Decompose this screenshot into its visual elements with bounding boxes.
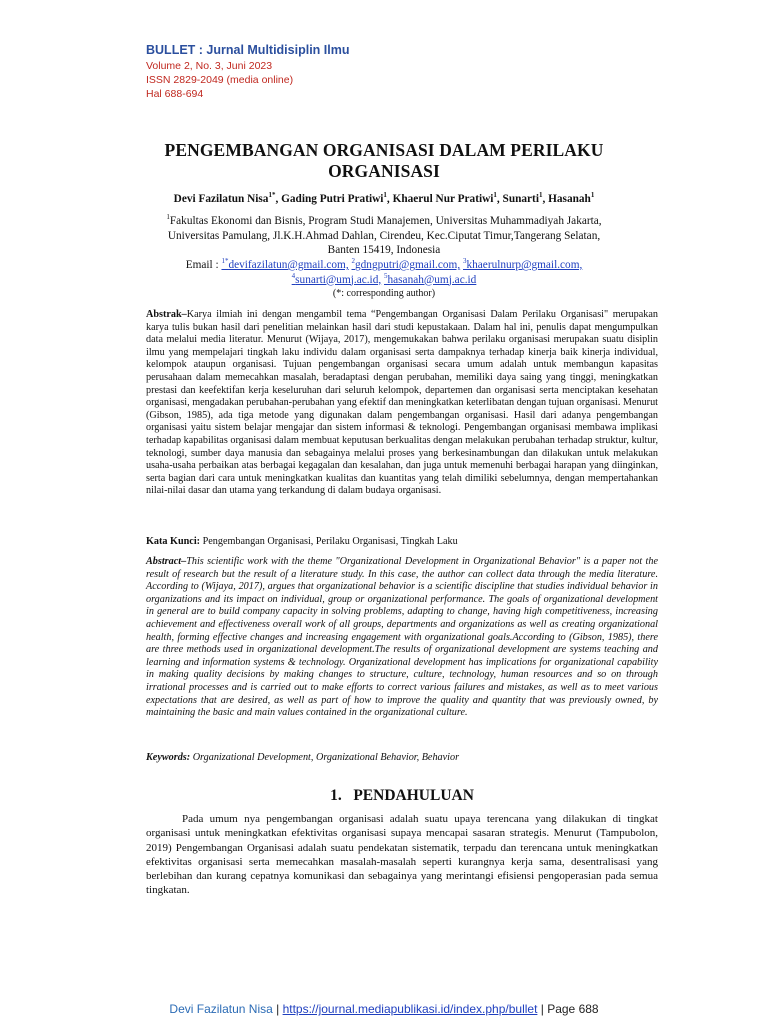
journal-pages: Hal 688-694	[146, 88, 204, 100]
author-name: Khaerul Nur Pratiwi	[392, 193, 494, 205]
footer-page-number: Page 688	[547, 1002, 599, 1016]
affiliation-line-2: Universitas Pamulang, Jl.K.H.Ahmad Dahlan, Cirendeu, Kec.Ciputat Timur,Tangerang Selatan,	[167, 229, 601, 242]
email-label: Email :	[185, 259, 222, 271]
author-sup: 1	[383, 191, 387, 200]
kata-kunci-label: Kata Kunci:	[146, 536, 201, 547]
author-sup: 1	[590, 191, 595, 200]
title-line-2: ORGANISASI	[328, 161, 440, 181]
email-link-5[interactable]: $^5$hasanah@umj.ac.id	[384, 271, 477, 286]
email-link-3[interactable]: $^3$khaerulnurp@gmail.com,	[463, 257, 583, 271]
section-number: 1.	[330, 787, 342, 804]
journal-header	[146, 42, 349, 101]
page-footer	[0, 1002, 768, 1016]
kata-kunci-text: Pengembangan Organisasi, Perilaku Organisasi, Tingkah Laku	[200, 536, 458, 547]
title-line-1: PENGEMBANGAN ORGANISASI DALAM PERILAKU	[164, 140, 604, 160]
abstrak-paragraph: Abstrak–Karya ilmiah ini dengan mengambil tema “Pengembangan Organisasi Dalam Perilaku Organisasi" merupakan karya tulis bukan hasil dari penelitian melainkan hasil dari studi kepustakaan. Dalam hal ini, penulis dapat mengumpulkan data melalui media literatur. Menurut (Wijaya, 2017), mengemukakan bahwa perilaku organisasi merupakan suatu disiplin ilmu yang mempelajari tingkah laku individu dalam organisasi serta dampaknya terhadap kinerja baik kinerja individual, kelompok ataupun organisasi. Tujuan pengembangan organisasi secara umum adalah untuk membangun kapasitas perusahaan dalam memecahkan masalah, beradaptasi dengan perubahan, memiliki daya saing yang tinggi, meningkatkan prestasi dan keefektifan kerja keseluruhan dari seluruh kelompok, departemen dan organisasi serta menciptakan kesehatan organisasi, mengadakan perubahan-perubahan yang efektif dan meningkatkan keterlibatan dengan tujuan organisasi. Menurut (Gibson, 1985), ada tiga metode yang digunakan dalam pengembangan organisasi. Hasil dari adanya pengembangan organisasi yaitu sistem belajar mengajar dan sistem informasi & teknologi. Pengembangan organisasi membawa implikasi terhadap kapabilitas organisasi dalam membuat keputusan berkualitas dengan melakukan perubahan terhadap struktur, kultur, teknologi, sumber daya manusia dan sebagainya melalui proses yang berkesinambungan dan dilakukan untuk melakukan usaha-usaha perbaikan atas berbagai kegagalan dan kesalahan, dan juga untuk memenuhi berbagai harapan yang diinginkan, serta bagian dari cara untuk meningkatkan kualitas dan kuantitas yang telah dimiliki sebelumnya, dengan mempertahankan nilai-nilai dasar dan utama yang terkandung di dalam budaya organisasi.	[146, 309, 658, 497]
abstract-en-label: Abstract	[146, 556, 182, 567]
section-title: PENDAHULUAN	[353, 787, 474, 804]
author-sup: 1	[493, 191, 497, 200]
abstract-en-paragraph: Abstract–This scientific work with the theme "Organizational Development in Organizational Behavior" is a paper not the result of research but the result of a literature study. In this case, the author can collect data through the media literature. According to (Wijaya, 2017), argues that organizational behavior is a scientific discipline that studies individual behavior in organizations and its impact on individual, group or organizational performance. The goals of organizational development in general are to build company capacity in solving problems, adapting to change, having high competitiveness, increasing achievement and effectiveness overall work of all groups, departments and organizations as well as creating organizational health, forming effective changes and increasing engagement with organizational goals.According to (Gibson, 1985), there are three methods used in organizational development.The results of organizational development are systems teaching and learning and information systems & technology. Organizational development has implications for organizational capability in making quality decisions by making changes to structure, culture, technology, human resources and so on through irrational processes and is carried out to make efforts to correct various failures and mistakes, as well as to meet various expectations that are desired, as well as part of how to improve the quality and quantity that was previously owned, by maintaining the basic and main values contained in the organizational culture.	[146, 556, 658, 719]
author-sup: 1*	[268, 191, 276, 200]
journal-volume: Volume 2, No. 3, Juni 2023	[146, 60, 273, 72]
author-name: Gading Putri Pratiwi	[281, 193, 384, 205]
affiliation	[130, 214, 638, 258]
author-name: Devi Fazilatun Nisa	[173, 193, 269, 205]
journal-name: BULLET : Jurnal Multidisiplin Ilmu	[146, 43, 350, 57]
keywords-text: Organizational Development, Organizational Behavior, Behavior	[190, 752, 460, 763]
email-link-4[interactable]: $^4$sunarti@umj.ac.id,	[291, 271, 382, 286]
author-name: Sunarti	[502, 193, 539, 205]
intro-paragraph: Pada umum nya pengembangan organisasi adalah suatu upaya terencana yang dilakukan di tingkat organisasi untuk meningkatkan efektivitas organisasi supaya mencapai sasaran strategis. Menurut (Tampubolon, 2019) Pengembangan Organisasi adalah suatu pendekatan sistematik, terpadu dan terencana untuk meningkatkan efektivitas organisasi serta memecahkan masalah-masalah seperti kurangnya kerja sama, desentralisasi yang berlebihan dan kurang cepatnya komunikasi dan sebagainya yang merintangi efisiensi pengoperasian pada semua tingkatan.	[146, 813, 658, 897]
email-block	[100, 258, 668, 287]
email-link-2[interactable]: $^2$gdngputri@gmail.com,	[351, 257, 461, 271]
author-name: Hasanah	[548, 193, 591, 205]
email-link-1[interactable]: $^{1*}$devifazilatun@gmail.com,	[221, 257, 349, 271]
affiliation-line-3: Banten 15419, Indonesia	[327, 244, 441, 256]
keywords	[146, 752, 658, 763]
footer-sep: |	[537, 1002, 548, 1016]
footer-sep: |	[272, 1002, 283, 1016]
author-list: Devi Fazilatun Nisa$^{1*}$, Gading Putri Pratiwi$^1$, Khaerul Nur Pratiwi$^1$, Sunarti$^1$, Hasanah$^1$	[173, 191, 595, 205]
keywords-label: Keywords:	[146, 752, 191, 763]
affiliation-sup: 1	[166, 213, 170, 222]
abstrak-text: Karya ilmiah ini dengan mengambil tema “Pengembangan Organisasi Dalam Perilaku Organisasi" merupakan karya tulis bukan hasil dari penelitian melainkan hasil dari studi kepustakaan. Dalam hal ini, penulis dapat mengumpulkan data melalui media literatur. Menurut (Wijaya, 2017), mengemukakan bahwa perilaku organisasi merupakan suatu disiplin ilmu yang mempelajari tingkah laku individu dalam organisasi serta dampaknya terhadap kinerja baik kinerja individual, kelompok ataupun organisasi. Tujuan pengembangan organisasi secara umum adalah untuk membangun kapasitas perusahaan dalam memecahkan masalah, beradaptasi dengan perubahan, memiliki daya saing yang tinggi, meningkatkan prestasi dan keefektifan kerja keseluruhan dari seluruh kelompok, departemen dan organisasi serta menciptakan kesehatan organisasi, mengadakan perubahan-perubahan yang efektif dan meningkatkan keterlibatan dengan tujuan organisasi. Menurut (Gibson, 1985), ada tiga metode yang digunakan dalam pengembangan organisasi. Hasil dari adanya pengembangan organisasi yaitu sistem belajar mengajar dan sistem informasi & teknologi. Pengembangan organisasi membawa implikasi terhadap kapabilitas organisasi dalam membuat keputusan berkualitas dengan melakukan perubahan terhadap struktur, kultur, teknologi, sumber daya manusia dan sebagainya melalui proses yang berkesinambungan dan dilakukan untuk melakukan usaha-usaha perbaikan atas berbagai kegagalan dan kesalahan, dan juga untuk memenuhi berbagai harapan yang diinginkan, serta bagian dari cara untuk meningkatkan kualitas dan kuantitas yang telah dimiliki sebelumnya, dengan mempertahankan nilai-nilai dasar dan utama yang terkandung di dalam budaya organisasi.	[146, 309, 658, 497]
kata-kunci	[146, 536, 658, 547]
paper-title	[100, 140, 668, 182]
abstrak-label: Abstrak	[146, 309, 182, 320]
footer-author: Devi Fazilatun Nisa	[169, 1002, 273, 1016]
footer-journal-link[interactable]: https://journal.mediapublikasi.id/index.php/bullet	[282, 1002, 538, 1016]
abstract-en-text: This scientific work with the theme "Organizational Development in Organizational Behavior" is a paper not the result of research but the result of a literature study. In this case, the author can collect data through the media literature. According to (Wijaya, 2017), argues that organizational behavior is a scientific discipline that studies individual behavior in organizations and its impact on individual, group or organizational performance. The goals of organizational development in general are to build company capacity in solving problems, adapting to change, having high competitiveness, increasing achievement and effectiveness overall work of all groups, departments and organizations as well as creating organizational health, forming effective changes and increasing engagement with organizational goals.According to (Gibson, 1985), there are three methods used in organizational development.The results of organizational development are systems teaching and learning and information systems & technology. Organizational development has implications for organizational capability in making quality decisions by making changes to structure, culture, technology, human resources and so on through irrational processes and is carried out to make efforts to correct various failures and mistakes, as well as to meet various expectations that are desired, as well as part of how to improve the quality and quantity that was previously owned, by maintaining the basic and main values contained in the organizational culture.	[146, 556, 658, 719]
author-sup: 1	[538, 191, 543, 200]
journal-issn: ISSN 2829-2049 (media online)	[146, 74, 294, 86]
section-heading	[146, 787, 658, 805]
corresponding-note: (*: corresponding author)	[332, 288, 436, 299]
affiliation-line-1: Fakultas Ekonomi dan Bisnis, Program Studi Manajemen, Universitas Muhammadiyah Jakarta,	[169, 215, 602, 227]
